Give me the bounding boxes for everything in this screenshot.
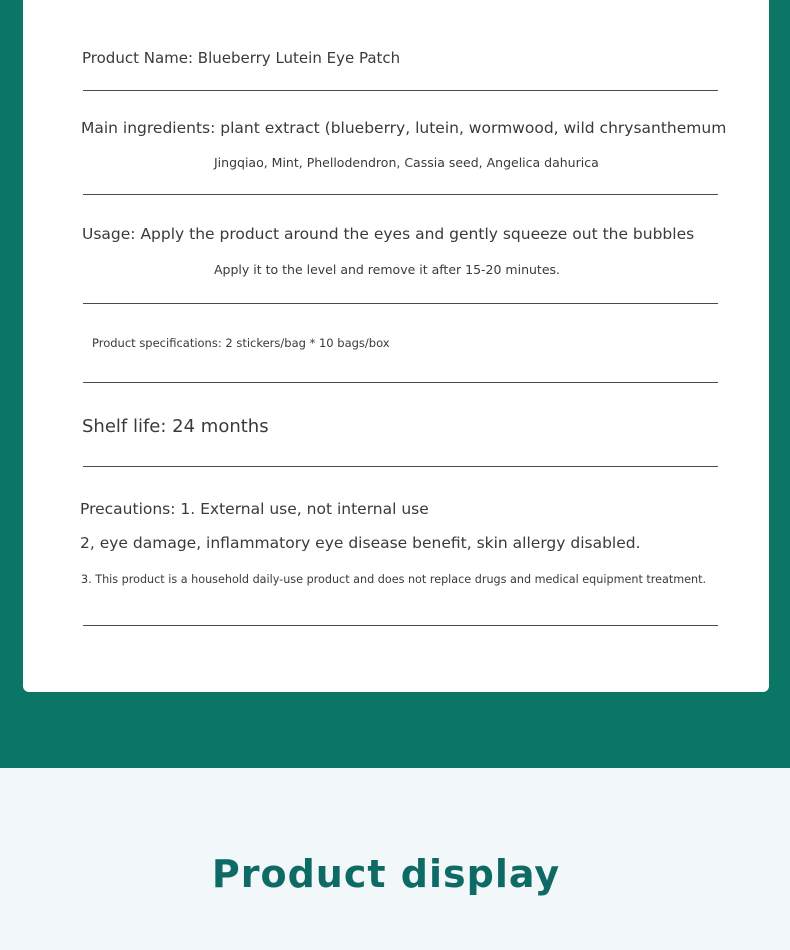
usage-line-2: Apply it to the level and remove it after 15-20 minutes. bbox=[214, 262, 561, 277]
divider bbox=[83, 90, 718, 91]
usage-line-1: Usage: Apply the product around the eyes and gently squeeze out the bubbles bbox=[82, 225, 695, 243]
section-title: Product display bbox=[211, 852, 561, 896]
divider bbox=[83, 466, 718, 467]
precautions-line-1: Precautions: 1. External use, not internal use bbox=[80, 500, 429, 518]
ingredients-line-1: Main ingredients: plant extract (blueberry, lutein, wormwood, wild chrysanthemum bbox=[81, 119, 727, 137]
divider bbox=[83, 382, 718, 383]
ingredients-line-2: Jingqiao, Mint, Phellodendron, Cassia seed, Angelica dahurica bbox=[214, 155, 599, 170]
product-specifications: Product specifications: 2 stickers/bag * 10 bags/box bbox=[92, 336, 390, 350]
product-name: Product Name: Blueberry Lutein Eye Patch bbox=[82, 49, 401, 67]
shelf-life: Shelf life: 24 months bbox=[82, 416, 269, 437]
divider bbox=[83, 303, 718, 304]
divider bbox=[83, 625, 718, 626]
precautions-line-2: 2, eye damage, inflammatory eye disease benefit, skin allergy disabled. bbox=[80, 534, 641, 552]
precautions-line-3: 3. This product is a household daily-use product and does not replace drugs and medical equipment treatment. bbox=[81, 573, 707, 586]
divider bbox=[83, 194, 718, 195]
